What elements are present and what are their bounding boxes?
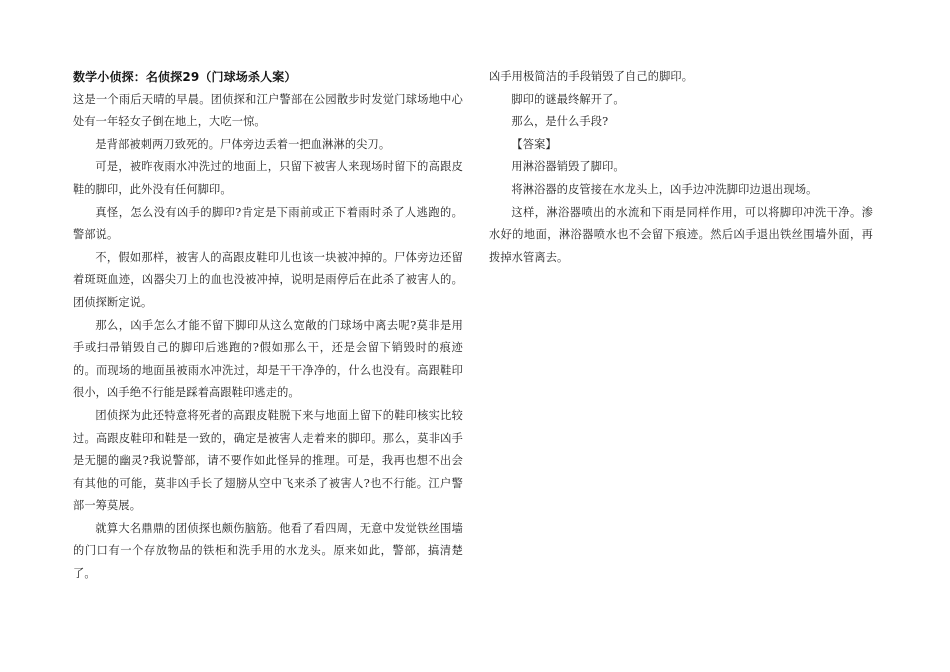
paragraph: 可是，被昨夜雨水冲洗过的地面上，只留下被害人来现场时留下的高跟皮鞋的脚印，此外没有任何脚印。 [73, 160, 463, 196]
paragraph: 团侦探为此还特意将死者的高跟皮鞋脱下来与地面上留下的鞋印核实比较过。高跟皮鞋印和鞋是一致的，确定是被害人走着来的脚印。那么，莫非凶手是无腿的幽灵?我说警部，请不要作如此怪异的推理。可是，我再也想不出会有其他的可能，莫非凶手长了翅膀从空中飞来杀了被害人?也不行能。江户警部一筹莫展。 [73, 408, 463, 513]
paragraph: 真怪，怎么没有凶手的脚印?肯定是下雨前或正下着雨时杀了人逃跑的。警部说。 [73, 205, 463, 242]
paragraph: 用淋浴器销毁了脚印。 [511, 160, 625, 174]
right-column [489, 66, 873, 269]
paragraph: 那么，是什么手段? [511, 115, 609, 129]
left-column [73, 66, 463, 586]
paragraph: 这样，淋浴器喷出的水流和下雨是同样作用，可以将脚印冲洗干净。渗水好的地面，淋浴器喷水也不会留下痕迹。然后凶手退出铁丝围墙外面，再拨掉水管离去。 [489, 205, 873, 264]
paragraph: 这是一个雨后天晴的早晨。团侦探和江户警部在公园散步时发觉门球场地中心处有一年轻女子倒在地上，大吃一惊。 [73, 92, 463, 129]
paragraph: 将淋浴器的皮管接在水龙头上，凶手边冲洗脚印边退出现场。 [511, 182, 818, 196]
paragraph: 不，假如那样，被害人的高跟皮鞋印儿也该一块被冲掉的。尸体旁边还留着斑斑血迹，凶器尖刀上的血也没被冲掉，说明是雨停后在此杀了被害人的。团侦探断定说。 [73, 250, 463, 309]
paragraph-continuation: 凶手用极简洁的手段销毁了自己的脚印。 [489, 70, 694, 83]
paragraph: 就算大名鼎鼎的团侦探也颇伤脑筋。他看了看四周，无意中发觉铁丝围墙的门口有一个存放物品的铁柜和洗手用的水龙头。原来如此，警部，搞清楚了。 [73, 521, 463, 581]
paragraph: 脚印的谜最终解开了。 [511, 92, 625, 106]
document-title: 数学小侦探：名侦探29（门球场杀人案） [73, 70, 297, 84]
paragraph: 是背部被刺两刀致死的。尸体旁边丢着一把血淋淋的尖刀。 [95, 137, 391, 151]
answer-heading: 【答案】 [511, 137, 557, 151]
paragraph: 那么，凶手怎么才能不留下脚印从这么宽敞的门球场中离去呢?莫非是用手或扫帚销毁自己的脚印后逃跑的?假如那么干，还是会留下销毁时的痕迹的。而现场的地面虽被雨水冲洗过，却是干干净净的，什么也没有。高跟鞋印很小，凶手绝不行能是踩着高跟鞋印逃走的。 [73, 318, 463, 400]
